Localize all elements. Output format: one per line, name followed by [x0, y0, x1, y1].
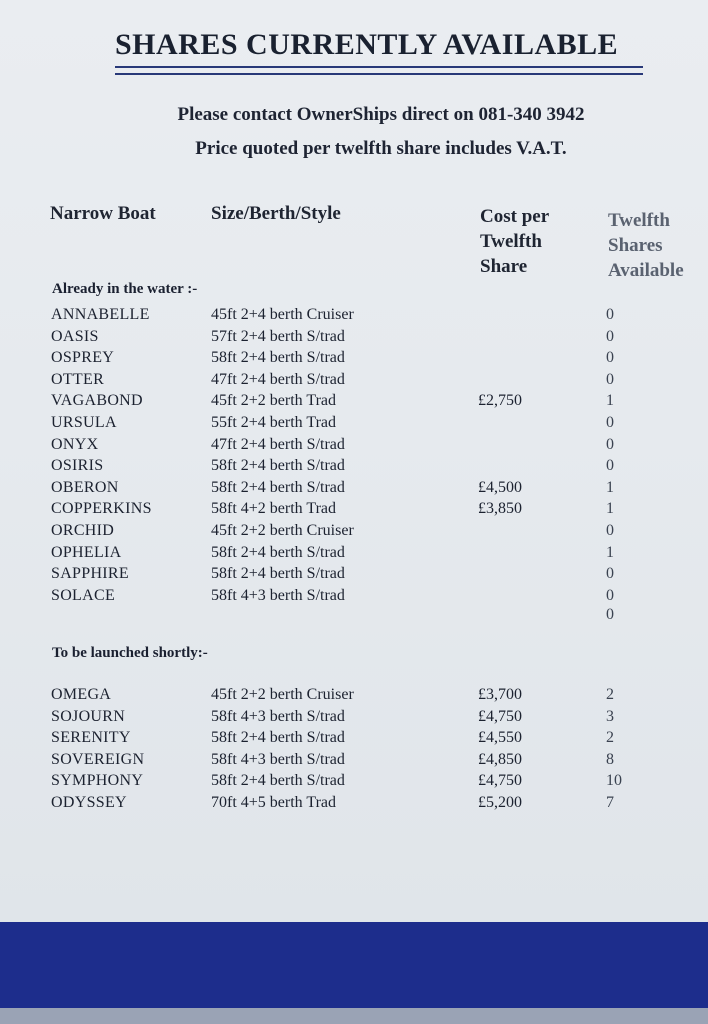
column-header-shares — [608, 208, 703, 283]
boat-size: 58ft 2+4 berth S/trad — [211, 565, 345, 583]
table-row — [0, 684, 708, 706]
boat-name: OSPREY — [51, 349, 115, 367]
table-row — [0, 563, 708, 585]
shares-available: 7 — [606, 793, 614, 811]
shares-available: 0 — [606, 565, 614, 583]
boat-name: VAGABOND — [51, 392, 143, 410]
footer-band — [0, 922, 708, 1008]
shares-available: 0 — [606, 586, 614, 604]
boat-size: 47ft 2+4 berth S/trad — [211, 370, 345, 388]
boat-size: 58ft 2+4 berth S/trad — [211, 457, 345, 475]
boat-size: 58ft 2+4 berth S/trad — [211, 349, 345, 367]
table-row — [0, 770, 708, 792]
boat-size: 45ft 2+4 berth Cruiser — [211, 306, 354, 323]
boat-name: OTTER — [51, 370, 105, 388]
boat-name: SERENITY — [51, 729, 131, 747]
share-cost: £4,500 — [478, 478, 522, 496]
boat-name: OBERON — [51, 478, 119, 496]
table-row — [0, 347, 708, 369]
table-row — [0, 434, 708, 456]
table-row — [0, 498, 708, 520]
boat-name: OASIS — [51, 327, 99, 345]
footer-edge — [0, 1008, 708, 1024]
shares-available: 10 — [606, 772, 622, 790]
boat-size: 58ft 2+4 berth S/trad — [211, 478, 345, 496]
column-header-cost — [480, 204, 580, 279]
boat-size: 58ft 2+4 berth S/trad — [211, 543, 345, 561]
section-label-launching: To be launched shortly:- — [52, 645, 208, 661]
shares-available: 0 — [606, 327, 614, 345]
table-row — [0, 390, 708, 412]
shares-available: 1 — [606, 478, 614, 496]
shares-available: 1 — [606, 392, 614, 410]
column-header-cost-line: Cost per — [480, 206, 550, 227]
shares-available: 1 — [606, 543, 614, 561]
column-header-name: Narrow Boat — [50, 203, 156, 224]
boat-list-launching — [0, 684, 708, 814]
title-underline — [115, 66, 643, 68]
share-cost: £3,850 — [478, 500, 522, 518]
share-cost: £4,750 — [478, 707, 522, 725]
boat-size: 58ft 4+3 berth S/trad — [211, 707, 345, 725]
boat-list-in-water — [0, 304, 708, 606]
table-row — [0, 792, 708, 814]
share-cost: £5,200 — [478, 793, 522, 811]
table-row — [0, 520, 708, 542]
shares-available: 2 — [606, 686, 614, 703]
boat-name: SOLACE — [51, 586, 116, 604]
boat-name: SAPPHIRE — [51, 565, 129, 583]
boat-name: OSIRIS — [51, 457, 104, 475]
boat-size: 70ft 4+5 berth Trad — [211, 793, 337, 811]
shares-available: 0 — [606, 435, 614, 453]
share-cost: £4,850 — [478, 750, 522, 768]
column-header-shares-line: Twelfth — [608, 210, 670, 231]
shares-available: 0 — [606, 349, 614, 367]
column-header-cost-line: Share — [480, 256, 528, 277]
boat-size: 55ft 2+4 berth Trad — [211, 413, 337, 431]
boat-size: 45ft 2+2 berth Cruiser — [211, 686, 354, 703]
column-header-size: Size/Berth/Style — [211, 203, 341, 224]
boat-name: SOVEREIGN — [51, 750, 145, 768]
share-cost: £3,700 — [478, 686, 522, 703]
column-header-cost-line: Twelfth — [480, 231, 542, 252]
boat-size: 45ft 2+2 berth Trad — [211, 392, 337, 410]
boat-size: 45ft 2+2 berth Cruiser — [211, 521, 354, 539]
table-row — [0, 455, 708, 477]
boat-size: 58ft 2+4 berth S/trad — [211, 729, 345, 747]
boat-name: ONYX — [51, 435, 99, 453]
shares-available: 8 — [606, 750, 614, 768]
shares-available: 0 — [606, 413, 614, 431]
share-cost: £4,550 — [478, 729, 522, 747]
shares-available: 3 — [606, 707, 614, 725]
boat-name: ORCHID — [51, 521, 115, 539]
table-row — [0, 585, 708, 607]
shares-available: 0 — [606, 370, 614, 388]
table-row — [0, 326, 708, 348]
shares-available: 0 — [606, 521, 614, 539]
boat-size: 57ft 2+4 berth S/trad — [211, 327, 345, 345]
boat-size: 58ft 2+4 berth S/trad — [211, 772, 345, 790]
table-row — [0, 749, 708, 771]
share-cost: £2,750 — [478, 392, 522, 410]
table-row — [0, 369, 708, 391]
boat-size: 47ft 2+4 berth S/trad — [211, 435, 345, 453]
section-label-in-water: Already in the water :- — [52, 281, 198, 297]
boat-size: 58ft 4+3 berth S/trad — [211, 586, 345, 604]
boat-size: 58ft 4+2 berth Trad — [211, 500, 337, 518]
shares-available: 2 — [606, 729, 614, 747]
share-cost: £4,750 — [478, 772, 522, 790]
table-row — [0, 304, 708, 326]
boat-name: ANNABELLE — [51, 306, 150, 323]
shares-available: 1 — [606, 500, 614, 518]
contact-line: Please contact OwnerShips direct on 081-340 3942 — [177, 104, 585, 125]
boat-name: ODYSSEY — [51, 793, 127, 811]
trailing-available-value: 0 — [606, 606, 614, 623]
page-title: SHARES CURRENTLY AVAILABLE — [115, 28, 619, 61]
boat-size: 58ft 4+3 berth S/trad — [211, 750, 345, 768]
price-note: Price quoted per twelfth share includes V.A.T. — [195, 138, 567, 159]
title-underline-second — [115, 73, 643, 75]
boat-name: URSULA — [51, 413, 117, 431]
shares-available: 0 — [606, 306, 614, 323]
column-header-shares-line: Shares — [608, 235, 663, 256]
boat-name: SYMPHONY — [51, 772, 144, 790]
shares-available: 0 — [606, 457, 614, 475]
boat-name: OPHELIA — [51, 543, 122, 561]
boat-name: OMEGA — [51, 686, 112, 703]
table-row — [0, 727, 708, 749]
table-row — [0, 477, 708, 499]
table-row — [0, 706, 708, 728]
table-row — [0, 542, 708, 564]
column-header-shares-line: Available — [608, 260, 684, 281]
boat-name: SOJOURN — [51, 707, 126, 725]
table-row — [0, 412, 708, 434]
boat-name: COPPERKINS — [51, 500, 152, 518]
